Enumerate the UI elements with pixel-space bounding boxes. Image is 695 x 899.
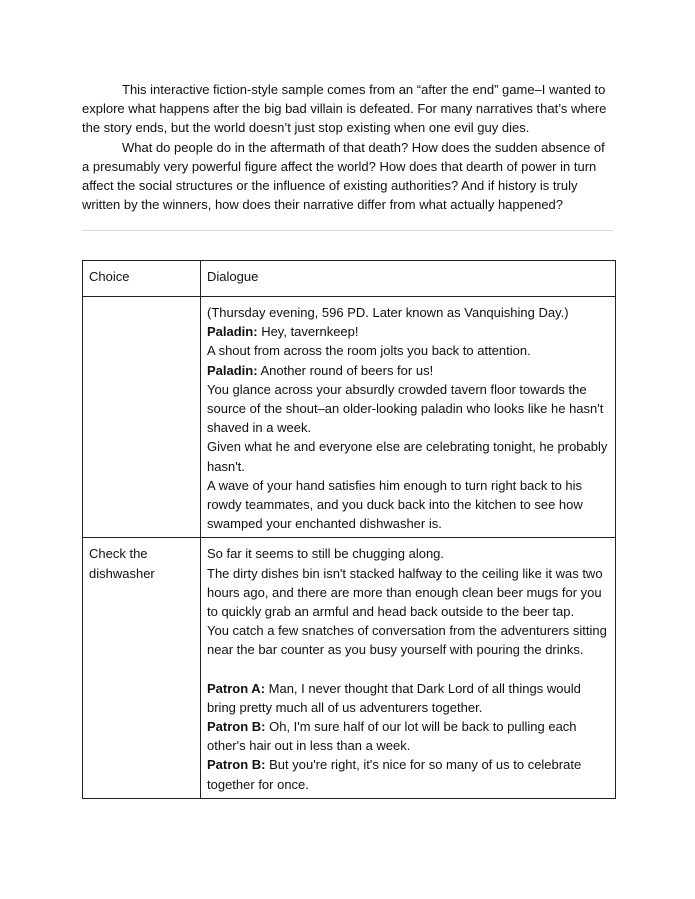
- choice-cell: [83, 297, 201, 538]
- horizontal-divider: [82, 230, 613, 231]
- blank-line: [207, 660, 609, 679]
- dialogue-line: [207, 564, 609, 622]
- intro-paragraph: This interactive fiction-style sample comes from an “after the end” game–I wanted to explore what happens after the big bad villain is defeated. For many narratives that’s where the story ends, but the world doesn’t just stop existing when one evil guy dies.: [82, 82, 607, 136]
- intro-paragraph: What do people do in the aftermath of that death? How does the sudden absence of a presumably very powerful figure affect the world? How does that dearth of power in turn affect the social structures or the influence of existing authorities? And if history is truly written by the winners, how does their narrative differ from what actually happened?: [82, 139, 605, 213]
- speaker-label: Paladin:: [207, 362, 258, 378]
- intro-section: [82, 80, 615, 214]
- table-header-row: [83, 261, 616, 297]
- header-dialogue: Dialogue: [201, 261, 616, 297]
- narration-text: A wave of your hand satisfies him enough to turn right back to his rowdy teammates, and you duck back into the kitchen to see how swamped your enchanted dishwasher is.: [207, 477, 583, 532]
- header-choice: Choice: [83, 261, 201, 297]
- speech-text: Another round of beers for us!: [257, 362, 434, 378]
- speech-text: Hey, tavernkeep!: [257, 324, 359, 340]
- dialogue-line: [207, 476, 609, 534]
- dialogue-line: [207, 621, 609, 659]
- dialogue-line: [207, 717, 609, 755]
- dialogue-cell: [201, 538, 616, 798]
- dialogue-table: [82, 260, 616, 799]
- speaker-label: Paladin:: [207, 324, 258, 340]
- dialogue-line: [207, 341, 609, 360]
- narration-text: Given what he and everyone else are celebrating tonight, he probably hasn't.: [207, 439, 608, 474]
- speaker-label: Patron B:: [207, 757, 266, 773]
- speech-text: Oh, I'm sure half of our lot will be back to pulling each other's hair out in less than a week.: [207, 719, 577, 754]
- narration-text: (Thursday evening, 596 PD. Later known as Vanquishing Day.): [207, 305, 569, 320]
- narration-text: You glance across your absurdly crowded tavern floor towards the source of the shout–an older-looking paladin who looks like he hasn't shaved in a week.: [207, 381, 604, 436]
- dialogue-line: [207, 755, 609, 793]
- dialogue-cell: [201, 297, 616, 538]
- dialogue-line: [207, 380, 609, 438]
- dialogue-line: [207, 679, 609, 717]
- dialogue-line: [207, 437, 609, 475]
- table-row: [83, 297, 616, 538]
- speech-text: Man, I never thought that Dark Lord of all things would bring pretty much all of us adventurers together.: [207, 680, 581, 715]
- table-row: [83, 538, 616, 798]
- speaker-label: Patron A:: [207, 680, 266, 696]
- speech-text: But you're right, it's nice for so many of us to celebrate together for once.: [207, 757, 582, 792]
- dialogue-line: [207, 322, 609, 341]
- speaker-label: Patron B:: [207, 719, 266, 735]
- dialogue-line: [207, 544, 609, 563]
- narration-text: So far it seems to still be chugging along.: [207, 546, 445, 562]
- narration-text: A shout from across the room jolts you back to attention.: [207, 343, 531, 359]
- dialogue-line: [207, 303, 609, 322]
- choice-cell[interactable]: Check the dishwasher: [83, 538, 201, 798]
- narration-text: You catch a few snatches of conversation from the adventurers sitting near the bar counter as you busy yourself with pouring the drinks.: [207, 623, 607, 658]
- narration-text: The dirty dishes bin isn't stacked halfway to the ceiling like it was two hours ago, and there are more than enough clean beer mugs for you to quickly grab an armful and head back outside to the beer tap.: [207, 565, 603, 620]
- dialogue-line: [207, 361, 609, 380]
